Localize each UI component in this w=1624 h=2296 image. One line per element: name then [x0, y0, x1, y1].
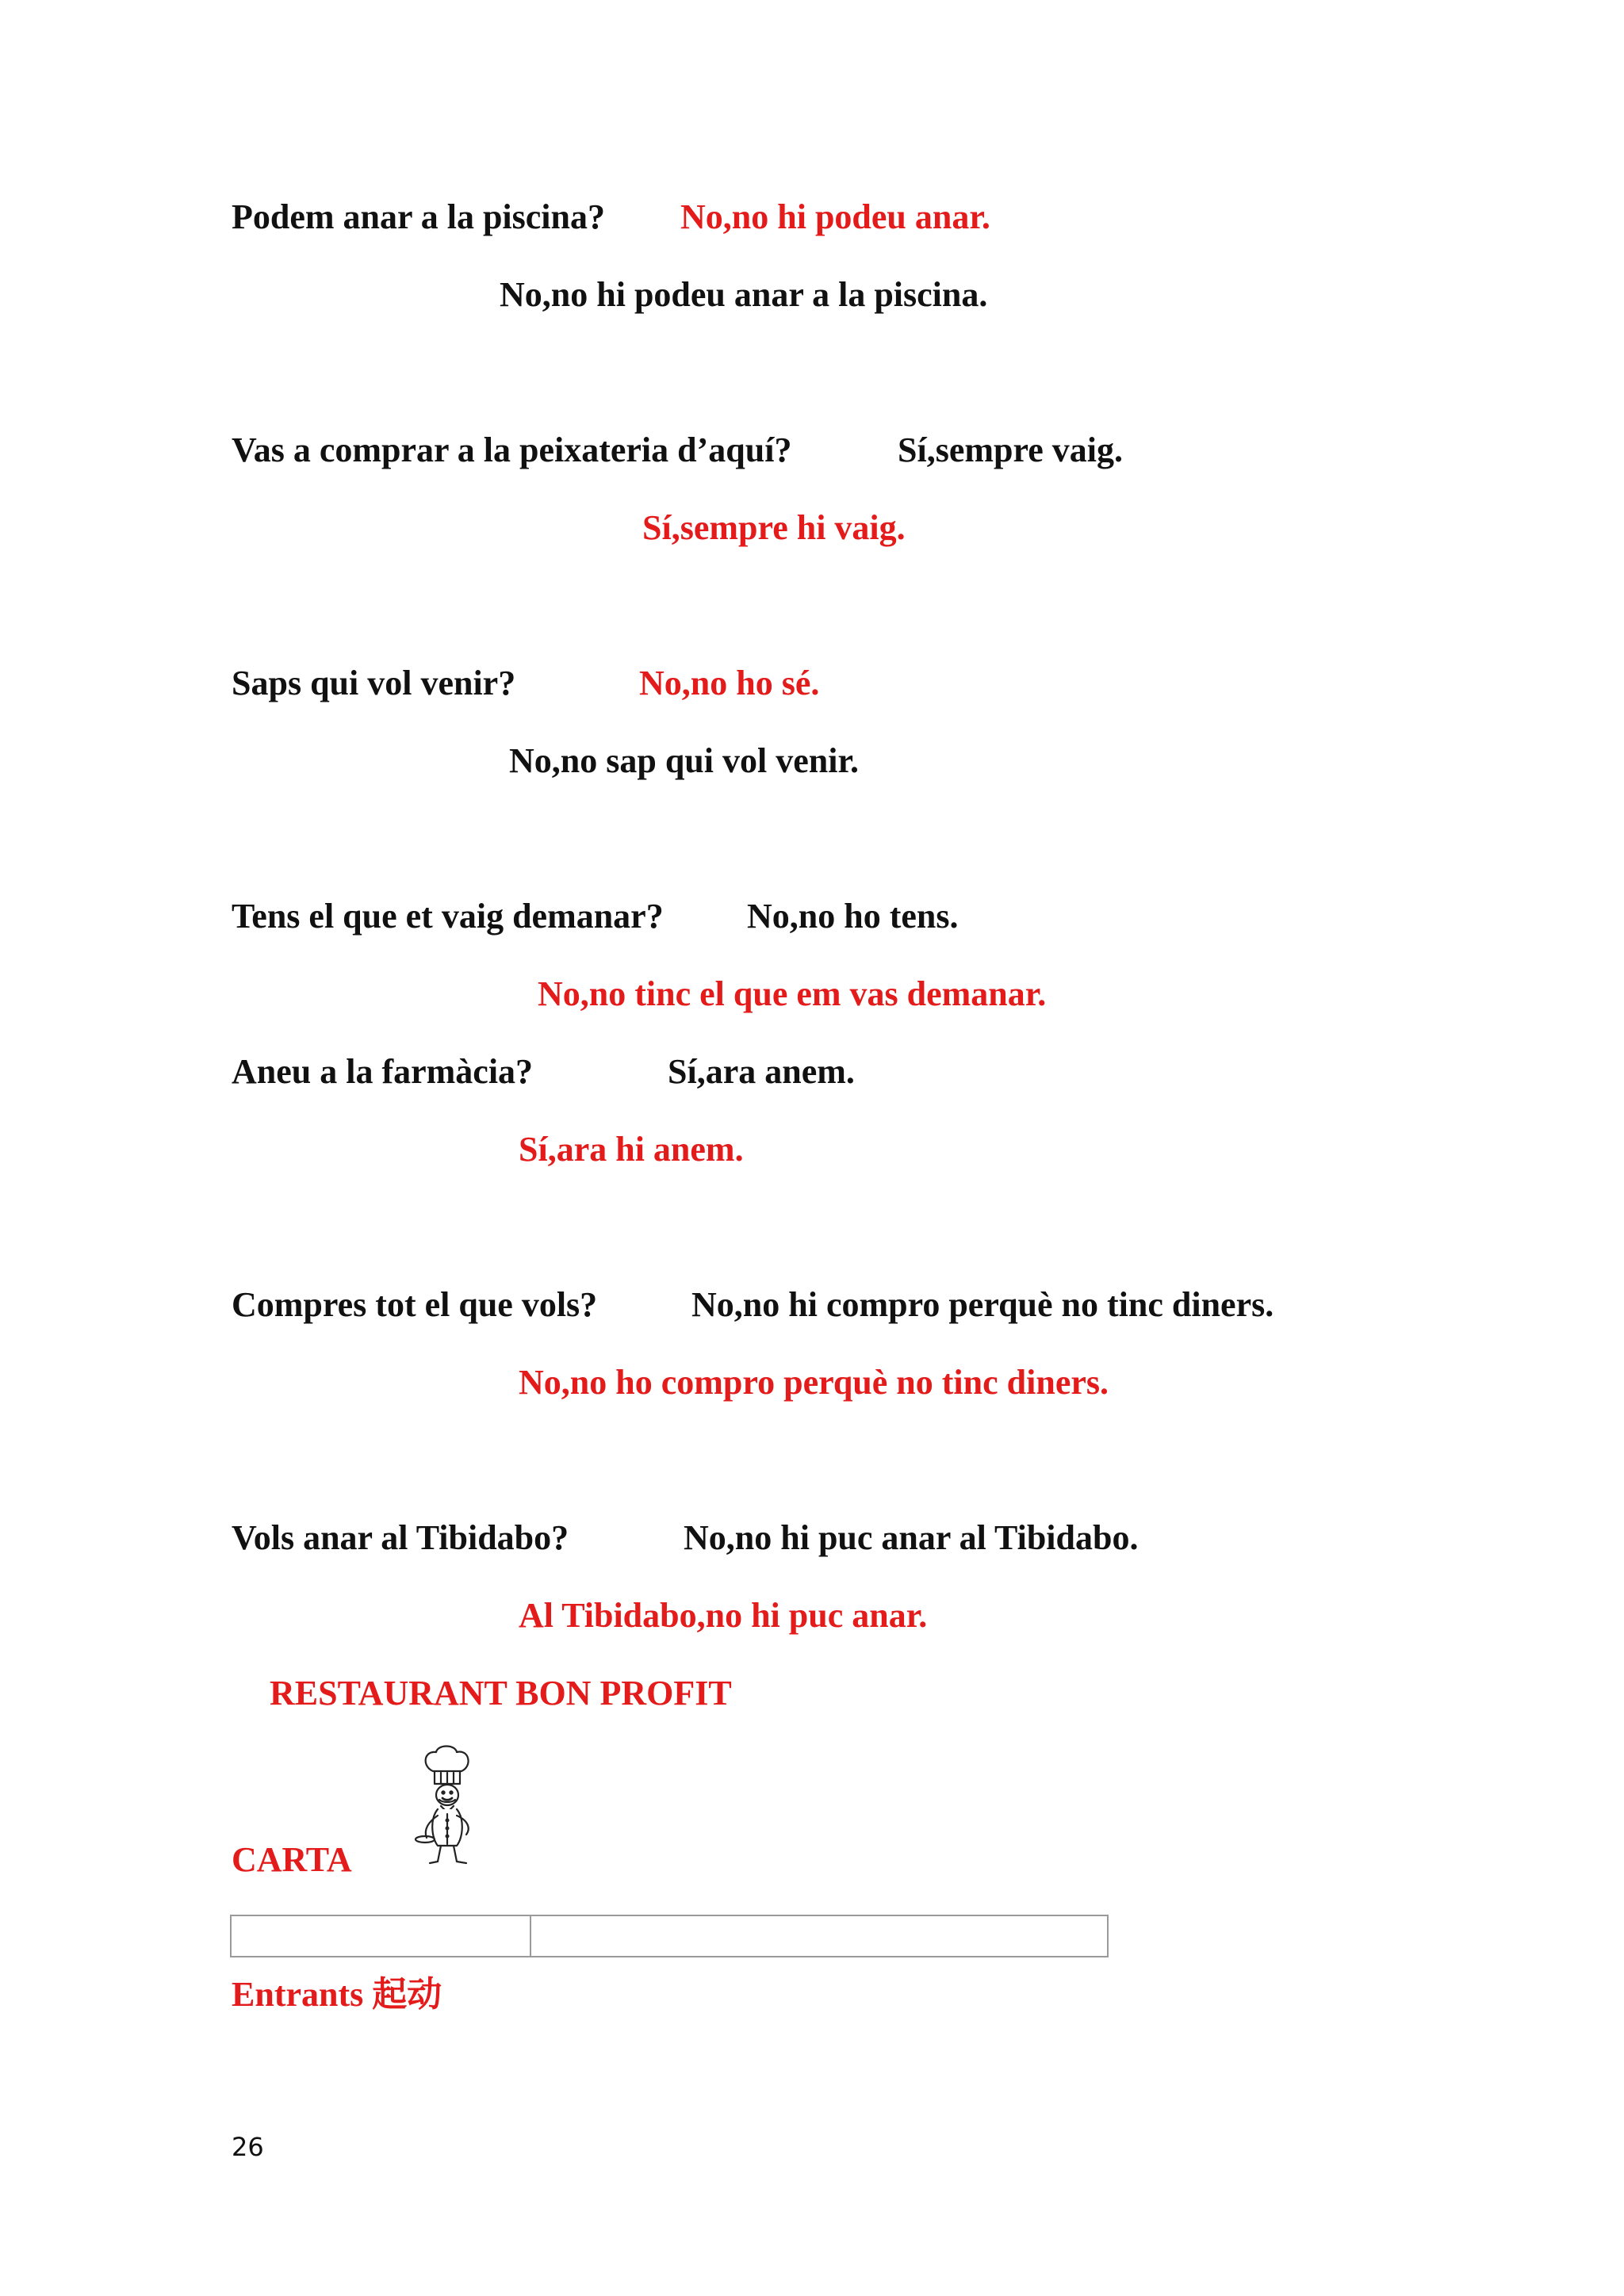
restaurant-title: RESTAURANT BON PROFIT: [270, 1674, 732, 1712]
question-3: Saps qui vol venir?: [232, 664, 516, 702]
answer-1: No,no hi podeu anar.: [680, 197, 990, 236]
correction-2: Sí,sempre hi vaig.: [642, 508, 906, 547]
page-number: 26: [232, 2132, 264, 2162]
question-6: Compres tot el que vols?: [232, 1285, 598, 1324]
question-4: Tens el que et vaig demanar?: [232, 897, 664, 936]
answer-2: Sí,sempre vaig.: [898, 430, 1123, 469]
correction-5: Sí,ara hi anem.: [519, 1130, 744, 1169]
menu-table: [230, 1915, 1109, 1957]
question-1: Podem anar a la piscina?: [232, 197, 606, 236]
answer-5: Sí,ara anem.: [668, 1052, 855, 1091]
answer-7: No,no hi puc anar al Tibidabo.: [684, 1518, 1139, 1557]
question-7: Vols anar al Tibidabo?: [232, 1518, 569, 1557]
correction-3: No,no sap qui vol venir.: [509, 741, 859, 780]
menu-heading: CARTA: [232, 1840, 352, 1879]
answer-6: No,no hi compro perquè no tinc diners.: [691, 1285, 1274, 1324]
correction-1: No,no hi podeu anar a la piscina.: [500, 275, 988, 314]
menu-table-cell: [531, 1916, 1107, 1956]
correction-6: No,no ho compro perquè no tinc diners.: [519, 1363, 1109, 1402]
menu-table-cell: [232, 1916, 531, 1956]
answer-4: No,no ho tens.: [747, 897, 959, 936]
chef-icon: [411, 1743, 484, 1869]
correction-7: Al Tibidabo,no hi puc anar.: [519, 1596, 928, 1635]
question-2: Vas a comprar a la peixateria d’aquí?: [232, 430, 792, 469]
section-heading-entrants: Entrants 起动: [232, 1975, 442, 2014]
correction-4: No,no tinc el que em vas demanar.: [538, 974, 1047, 1013]
question-5: Aneu a la farmàcia?: [232, 1052, 534, 1091]
answer-3: No,no ho sé.: [639, 664, 820, 702]
